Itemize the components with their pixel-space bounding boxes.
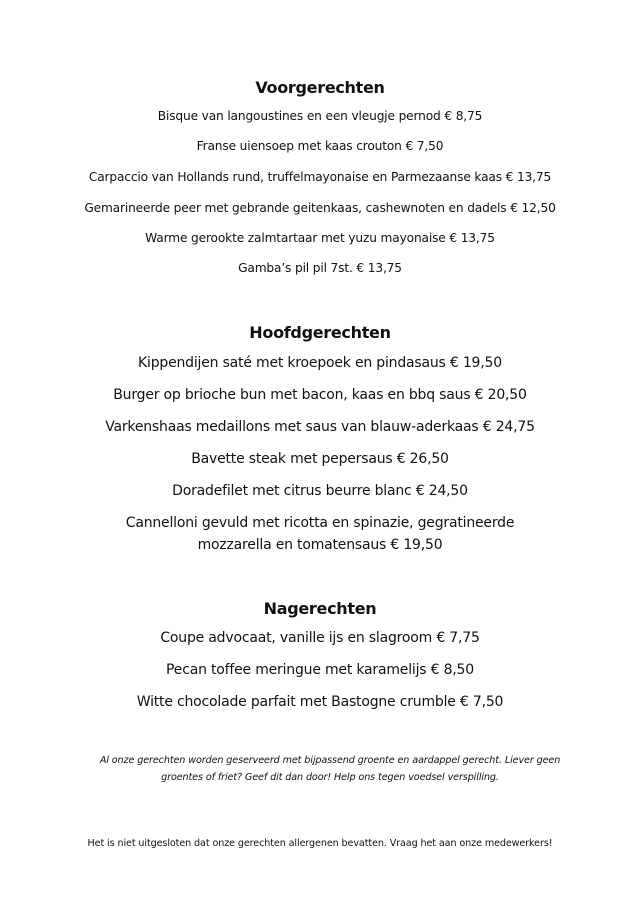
menu-item: Burger op brioche bun met bacon, kaas en bbq saus € 20,50 <box>113 387 527 403</box>
menu-item: Kippendijen saté met kroepoek en pindasaus € 19,50 <box>138 355 502 371</box>
menu-item: Pecan toffee meringue met karamelijs € 8,50 <box>166 662 474 678</box>
menu-item: Cannelloni gevuld met ricotta en spinazie, gegratineerde mozzarella en tomatensaus € 19,50 <box>125 515 515 553</box>
menu-item: Coupe advocaat, vanille ijs en slagroom € 7,75 <box>160 630 480 646</box>
allergen-footer: Het is niet uitgesloten dat onze gerechten allergenen bevatten. Vraag het aan onze medewerkers! <box>87 838 553 849</box>
menu-item: Gamba’s pil pil 7st. € 13,75 <box>238 261 402 275</box>
section-title: Nagerechten <box>263 599 377 618</box>
menu-item: Gemarineerde peer met gebrande geitenkaas, cashewnoten en dadels € 12,50 <box>84 201 556 215</box>
menu-item: Bavette steak met pepersaus € 26,50 <box>191 451 449 467</box>
menu-item: Witte chocolade parfait met Bastogne crumble € 7,50 <box>136 694 504 710</box>
menu-item: Bisque van langoustines en een vleugje pernod € 8,75 <box>157 109 483 123</box>
menu-item: Franse uiensoep met kaas crouton € 7,50 <box>196 139 444 153</box>
serving-note: Al onze gerechten worden geserveerd met bijpassend groente en aardappel gerecht. Liever geen groentes of friet? Geef dit dan door! Help ons tegen voedsel verspilling. <box>99 755 561 783</box>
section-title: Hoofdgerechten <box>249 323 391 342</box>
menu-item: Doradefilet met citrus beurre blanc € 24,50 <box>172 483 468 499</box>
section-title: Voorgerechten <box>255 78 385 97</box>
menu-item: Carpaccio van Hollands rund, truffelmayonaise en Parmezaanse kaas € 13,75 <box>88 170 552 184</box>
menu-item: Warme gerookte zalmtartaar met yuzu mayonaise € 13,75 <box>145 231 495 245</box>
menu-item: Varkenshaas medaillons met saus van blauw-aderkaas € 24,75 <box>105 419 535 435</box>
